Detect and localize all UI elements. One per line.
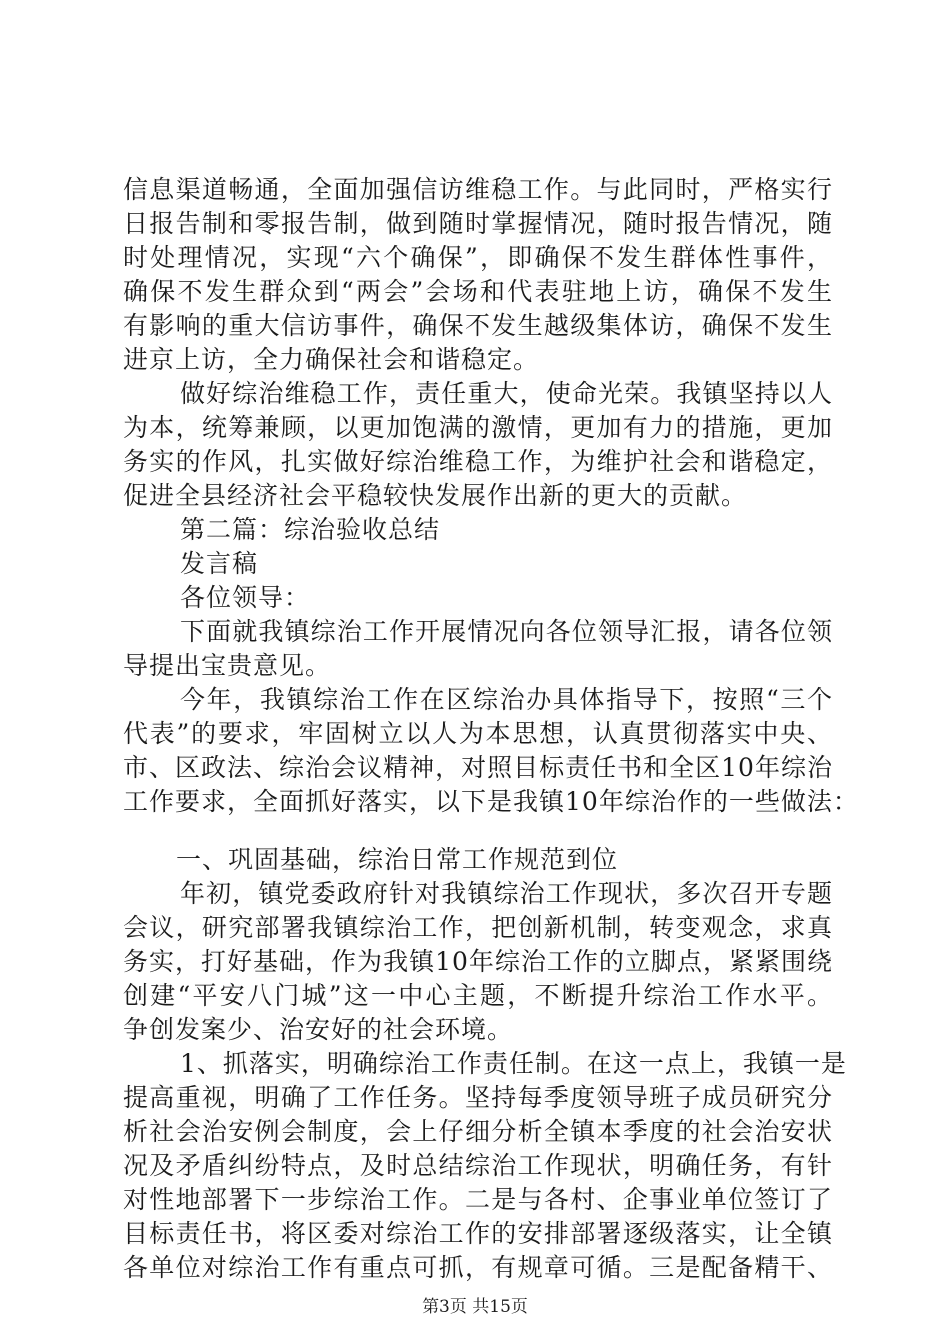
section-heading: 第二篇：综治验收总结 (180, 515, 441, 544)
body-line: 日报告制和零报告制，做到随时掌握情况，随时报告情况，随 (123, 209, 833, 238)
body-line: 析社会治安例会制度，会上仔细分析全镇本季度的社会治安状 (123, 1117, 833, 1146)
body-line: 对性地部署下一步综治工作。二是与各村、企事业单位签订了 (123, 1185, 833, 1214)
body-line: 促进全县经济社会平稳较快发展作出新的更大的贡献。 (123, 481, 748, 510)
body-line: 有影响的重大信访事件，确保不发生越级集体访，确保不发生 (123, 311, 833, 340)
body-line: 信息渠道畅通，全面加强信访维稳工作。与此同时，严格实行 (123, 175, 833, 204)
body-line: 创建“平安八门城”这一中心主题，不断提升综治工作水平。 (123, 981, 833, 1010)
section-heading: 一、巩固基础，综治日常工作规范到位 (176, 845, 619, 874)
body-line: 提高重视，明确了工作任务。坚持每季度领导班子成员研究分 (123, 1083, 833, 1112)
body-line: 会议，研究部署我镇综治工作，把创新机制，转变观念，求真 (123, 913, 833, 942)
paragraph-first-line: 下面就我镇综治工作开展情况向各位领导汇报，请各位领 (180, 617, 833, 646)
body-line: 市、区政法、综治会议精神，对照目标责任书和全区10年综治 (123, 753, 833, 782)
body-line: 确保不发生群众到“两会”会场和代表驻地上访，确保不发生 (123, 277, 833, 306)
paragraph-first-line: 今年，我镇综治工作在区综治办具体指导下，按照“三个 (180, 685, 833, 714)
page-footer: 第3页 共15页 (422, 1297, 528, 1317)
section-subheading: 发言稿 (180, 549, 259, 578)
body-line: 况及矛盾纠纷特点，及时总结综治工作现状，明确任务，有针 (123, 1151, 833, 1180)
body-line: 各单位对综治工作有重点可抓，有规章可循。三是配备精干、 (123, 1253, 833, 1282)
body-line: 务实的作风，扎实做好综治维稳工作，为维护社会和谐稳定， (123, 447, 833, 476)
body-line: 进京上访，全力确保社会和谐稳定。 (123, 345, 540, 374)
paragraph-first-line: 1、抓落实，明确综治工作责任制。在这一点上，我镇一是 (180, 1049, 847, 1078)
body-line: 工作要求，全面抓好落实，以下是我镇10年综治作的一些做法： (123, 787, 859, 816)
body-line: 争创发案少、治安好的社会环境。 (123, 1015, 514, 1044)
body-line: 为本，统筹兼顾，以更加饱满的激情，更加有力的措施，更加 (123, 413, 833, 442)
paragraph-first-line: 年初，镇党委政府针对我镇综治工作现状，多次召开专题 (180, 879, 833, 908)
body-line: 务实，打好基础，作为我镇10年综治工作的立脚点，紧紧围绕 (123, 947, 833, 976)
paragraph-first-line: 做好综治维稳工作，责任重大，使命光荣。我镇坚持以人 (180, 379, 833, 408)
body-line: 导提出宝贵意见。 (123, 651, 332, 680)
body-line: 目标责任书，将区委对综治工作的安排部署逐级落实，让全镇 (123, 1219, 833, 1248)
salutation: 各位领导： (180, 583, 311, 612)
body-line: 时处理情况，实现“六个确保”，即确保不发生群体性事件， (123, 243, 833, 272)
body-line: 代表”的要求，牢固树立以人为本思想，认真贯彻落实中央、 (123, 719, 833, 748)
